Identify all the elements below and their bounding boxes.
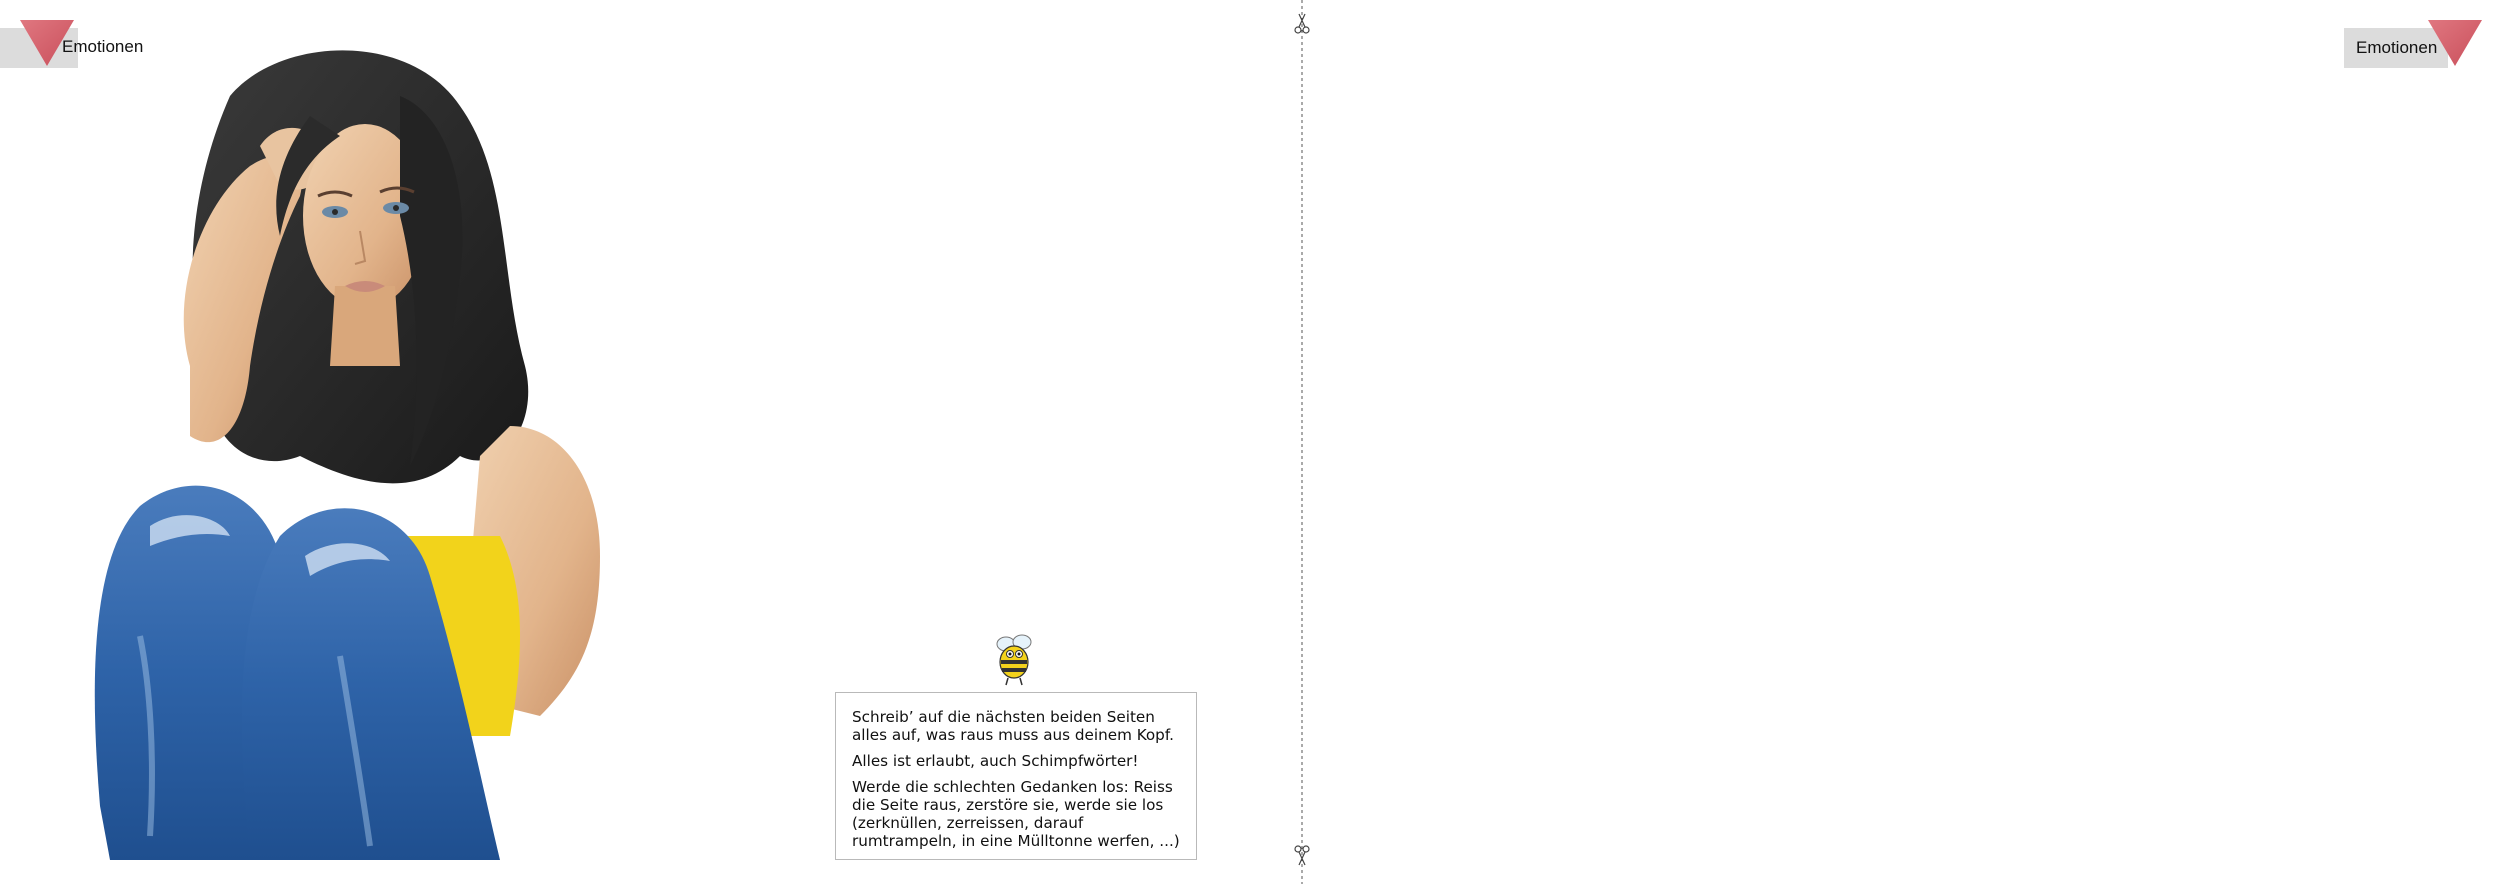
girl-illustration xyxy=(80,36,660,860)
instruction-paragraph-1: Schreib’ auf die nächsten beiden Seiten alles auf, was raus muss aus deinem Kopf. xyxy=(852,708,1174,744)
chapter-marker-right-icon xyxy=(2428,20,2482,66)
chapter-tab-left-label: Emotionen xyxy=(62,37,144,56)
scissors-icon xyxy=(1293,12,1311,34)
chapter-tab-right-label: Emotionen xyxy=(2356,38,2438,57)
cut-line xyxy=(1301,0,1303,884)
bee-icon xyxy=(990,630,1038,686)
instruction-box xyxy=(835,692,1197,860)
scissors-icon xyxy=(1293,845,1311,867)
instruction-paragraph-3: Werde die schlechten Gedanken los: Reiss die Seite raus, zerstöre sie, werde sie los (zerknüllen, zerreissen, darauf rumtrampeln, in eine Mülltonne werfen, ...) xyxy=(852,778,1180,850)
chapter-marker-left-icon xyxy=(20,20,74,66)
instruction-paragraph-2: Alles ist erlaubt, auch Schimpfwörter! xyxy=(852,752,1139,770)
